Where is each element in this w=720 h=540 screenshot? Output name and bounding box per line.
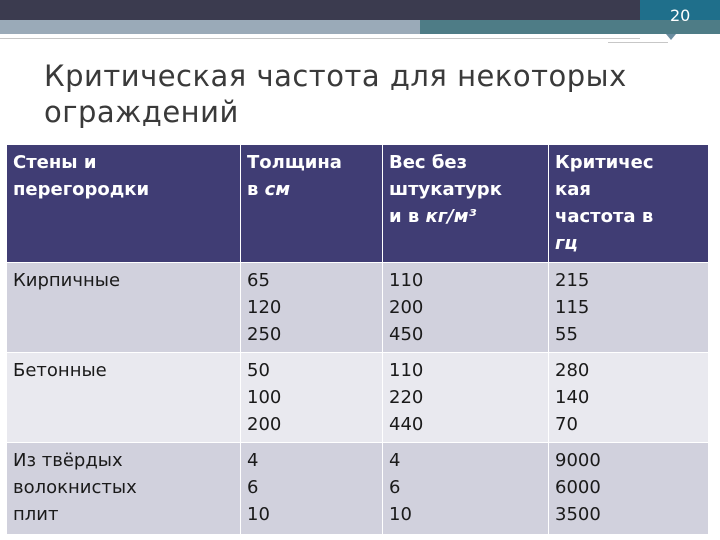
- cell-text: 10: [247, 504, 270, 525]
- cell-weight: [383, 263, 549, 353]
- cell-text: 100: [247, 387, 282, 408]
- cell-text: 120: [247, 297, 282, 318]
- slide-title: [44, 58, 684, 130]
- header-text: Толщина: [247, 152, 342, 173]
- header-text: Стены и: [13, 152, 97, 173]
- cell-text: 6: [247, 477, 259, 498]
- cell-text: 450: [389, 324, 424, 345]
- cell-text: 4: [247, 450, 259, 471]
- cell-text: волокнистых: [13, 477, 137, 498]
- header-thickness: [241, 145, 383, 263]
- header-unit: см: [264, 179, 291, 200]
- decor-arrow-icon: [666, 34, 676, 40]
- slide-title-line: Критическая частота для некоторых: [44, 59, 627, 93]
- cell-material: [7, 443, 241, 535]
- table-row: [7, 353, 709, 443]
- header-stripe: [0, 20, 720, 34]
- cell-text: 10: [389, 504, 412, 525]
- cell-material: [7, 263, 241, 353]
- cell-weight: [383, 443, 549, 535]
- header-band: [0, 0, 720, 20]
- cell-text: 110: [389, 270, 424, 291]
- cell-frequency: [549, 263, 709, 353]
- cell-text: 9000: [555, 450, 601, 471]
- cell-thickness: [241, 353, 383, 443]
- header-text: кая: [555, 179, 591, 200]
- cell-text: плит: [13, 504, 59, 525]
- cell-text: 200: [389, 297, 424, 318]
- cell-frequency: [549, 353, 709, 443]
- cell-text: Кирпичные: [13, 270, 121, 291]
- cell-text: 50: [247, 360, 270, 381]
- header-frequency: [549, 145, 709, 263]
- page-number: 20: [670, 6, 691, 25]
- header-text-part: в: [247, 179, 265, 200]
- cell-text: Из твёрдых: [13, 450, 123, 471]
- table-header-row: [7, 145, 709, 263]
- table-row: [7, 443, 709, 535]
- cell-text: 4: [389, 450, 401, 471]
- cell-text: 110: [389, 360, 424, 381]
- header-text: штукатурк: [389, 179, 502, 200]
- frequency-table: [6, 144, 709, 535]
- cell-text: 200: [247, 414, 282, 435]
- cell-text: 115: [555, 297, 590, 318]
- header-text: Вес без: [389, 152, 468, 173]
- cell-thickness: [241, 263, 383, 353]
- cell-text: 3500: [555, 504, 601, 525]
- header-text: перегородки: [13, 179, 150, 200]
- cell-text: 215: [555, 270, 590, 291]
- cell-material: [7, 353, 241, 443]
- slide-title-line: ограждений: [44, 95, 239, 129]
- divider-line-short: [608, 42, 668, 43]
- cell-text: 440: [389, 414, 424, 435]
- header-walls: [7, 145, 241, 263]
- cell-text: 250: [247, 324, 282, 345]
- cell-text: 55: [555, 324, 578, 345]
- cell-text: 6: [389, 477, 401, 498]
- header-text: частота в: [555, 206, 654, 227]
- cell-text: 70: [555, 414, 578, 435]
- table-row: [7, 263, 709, 353]
- cell-text: 6000: [555, 477, 601, 498]
- cell-frequency: [549, 443, 709, 535]
- divider-line: [0, 38, 640, 39]
- header-text: [389, 203, 548, 230]
- header-weight: [383, 145, 549, 263]
- cell-text: 220: [389, 387, 424, 408]
- header-unit: кг/м³: [425, 206, 477, 227]
- cell-text: 65: [247, 270, 270, 291]
- cell-text: 140: [555, 387, 590, 408]
- cell-text: Бетонные: [13, 360, 107, 381]
- header-text: Критичес: [555, 152, 654, 173]
- header-text: [247, 176, 382, 203]
- cell-weight: [383, 353, 549, 443]
- header-text-part: и в: [389, 206, 426, 227]
- cell-text: 280: [555, 360, 590, 381]
- cell-thickness: [241, 443, 383, 535]
- header-unit: гц: [555, 233, 578, 254]
